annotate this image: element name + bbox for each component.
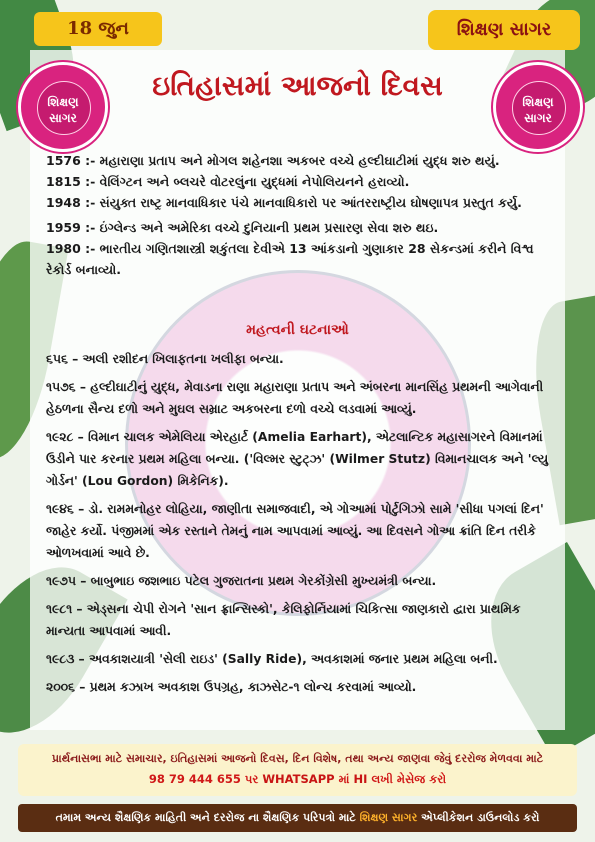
cta-word: પર: [244, 772, 259, 786]
detail-item: ૧૫૭૬ – હલ્દીઘાટીનું યુદ્ધ, મેવાડના રાણા મહારાણા પ્રતાપ અને અંબરના માનસિંહ પ્રથમની આગેવાની હેઠળના સૈન્ય દળો અને મુઘલ સમ્રાટ અકબરના દળો વચ્ચે લડવામાં આવ્યું.: [46, 380, 544, 416]
subscribe-banner: [18, 744, 577, 796]
date-badge: 18 જુન: [34, 12, 162, 46]
app-download-banner[interactable]: [18, 804, 577, 832]
event-item: 1948 :- સંયુક્ત રાષ્ટ્ર માનવાધિકાર પંચે માનવાધિકારો પર આંતરરાષ્ટ્રીય ઘોષણાપત્ર પ્રસ્તુત કર્યુ.: [46, 195, 522, 210]
download-text: તમામ અન્ય શૈક્ષણિક માહિતી અને દરરોજ ના શૈક્ષણિક પરિપત્રો માટે: [55, 811, 356, 824]
detail-item: ૧૯૪૬ – ડો. રામમનોહર લોહિયા, જાણીતા સમાજવાદી, એ ગોઆમાં પોર્ટુગિઝો સામે 'સીધા પગલાં દિન' જાહેર કર્યો. પંજીમમાં એક રસ્તાને તેમનું નામ આપવામાં આવ્યું. આ દિવસને ગોઆ ક્રાંતિ દિન તરીકે ઓળખવામાં આવે છે.: [46, 502, 544, 560]
logo-line1: શિક્ષણ: [522, 95, 554, 109]
events-list: [46, 150, 551, 280]
phone-number[interactable]: 98 79 444 655: [148, 772, 241, 786]
details-list: [46, 348, 551, 704]
whatsapp-label: WHATSAPP: [262, 772, 335, 786]
brand-badge: શિક્ષણ સાગર: [428, 10, 580, 50]
subscribe-cta: [18, 766, 577, 787]
event-item: 1959 :- ઇંગ્લેન્ડ અને અમેરિકા વચ્ચે દુનિયાની પ્રથમ પ્રસારણ સેવા શરુ થઇ.: [46, 220, 439, 235]
logo-line2: સાગર: [524, 111, 552, 125]
event-item: 1815 :- વેલિંગ્ટન અને બ્લચરે વોટરલુંના યુદ્ધમાં નેપોલિયનને હરાવ્યો.: [46, 174, 410, 189]
detail-item: ૧૯૮૧ – એડ્સના ચેપી રોગને 'સાન ફ્રાન્સિસ્કો', કેલિફોર્નિયામાં ચિકિત્સા જાણકારો દ્વારા પ્રાથમિક માન્યતા આપવામાં આવી.: [46, 602, 521, 638]
page-title: ઇતિહાસમાં આજનો દિવસ: [152, 69, 443, 102]
subscribe-text: પ્રાર્થનાસભા માટે સમાચાર, ઇતિહાસમાં આજનો દિવસ, દિન વિશેષ, તથા અન્ય જાણવા જેવું દરરોજ મેળવવા માટે: [51, 752, 544, 765]
logo-left: [18, 62, 108, 152]
detail-item: ૧૯૨૮ – વિમાન ચાલક એમેલિયા એરહાર્ટ (Amelia Earhart), એટલાન્ટિક મહાસાગરને વિમાનમાં ઉડીને પાર કરનાર પ્રથમ મહિલા બન્યા. ('વિલ્મર સ્ટુટ્ઝ' (Wilmer Stutz) વિમાનચાલક અને 'લ્યુ ગોર્ડન' (Lou Gordon) મિકેનિક).: [46, 430, 549, 488]
app-brand: શિક્ષણ સાગર: [359, 811, 418, 824]
download-text: એપ્લીકેશન ડાઉનલોડ કરો: [421, 811, 540, 824]
event-item: 1576 :- મહારાણા પ્રતાપ અને મોગલ શહેનશા અકબર વચ્ચે હલ્દીઘાટીમાં યુદ્ધ શરુ થયું.: [46, 153, 500, 168]
detail-item: ૬૫૬ – અલી રશીદન ખિલાફતના ખલીફા બન્યા.: [46, 352, 284, 366]
detail-item: ૧૯૭૫ – બાબુભાઇ જશભાઇ પટેલ ગુજરાતના પ્રથમ ગેરકોંગ્રેસી મુખ્યમંત્રી બન્યા.: [46, 574, 437, 588]
logo-line1: શિક્ષણ: [47, 95, 79, 109]
cta-word: લખી મેસેજ કરો: [371, 772, 447, 786]
logo-right: [493, 62, 583, 152]
section-title: મહત્વની ઘટનાઓ: [246, 322, 349, 338]
detail-item: ૧૯૮૩ – અવકાશયાત્રી 'સેલી રાઇડ' (Sally Ride), અવકાશમાં જનાર પ્રથમ મહિલા બની.: [46, 652, 498, 666]
keyword-label: HI: [353, 772, 368, 786]
cta-word: માં: [338, 772, 350, 786]
logo-line2: સાગર: [49, 111, 77, 125]
detail-item: ૨૦૦૬ – પ્રથમ કઝાખ અવકાશ ઉપગ્રહ, કાઝસેટ-૧ લોન્ચ કરવામાં આવ્યો.: [46, 680, 417, 694]
event-item: 1980 :- ભારતીય ગણિતશાસ્ત્રી શકુંતલા દેવીએ 13 આંકડાનો ગુણાકાર 28 સેકન્ડમાં કરીને વિશ્વ રેકોર્ડ બનાવ્યો.: [46, 241, 534, 277]
